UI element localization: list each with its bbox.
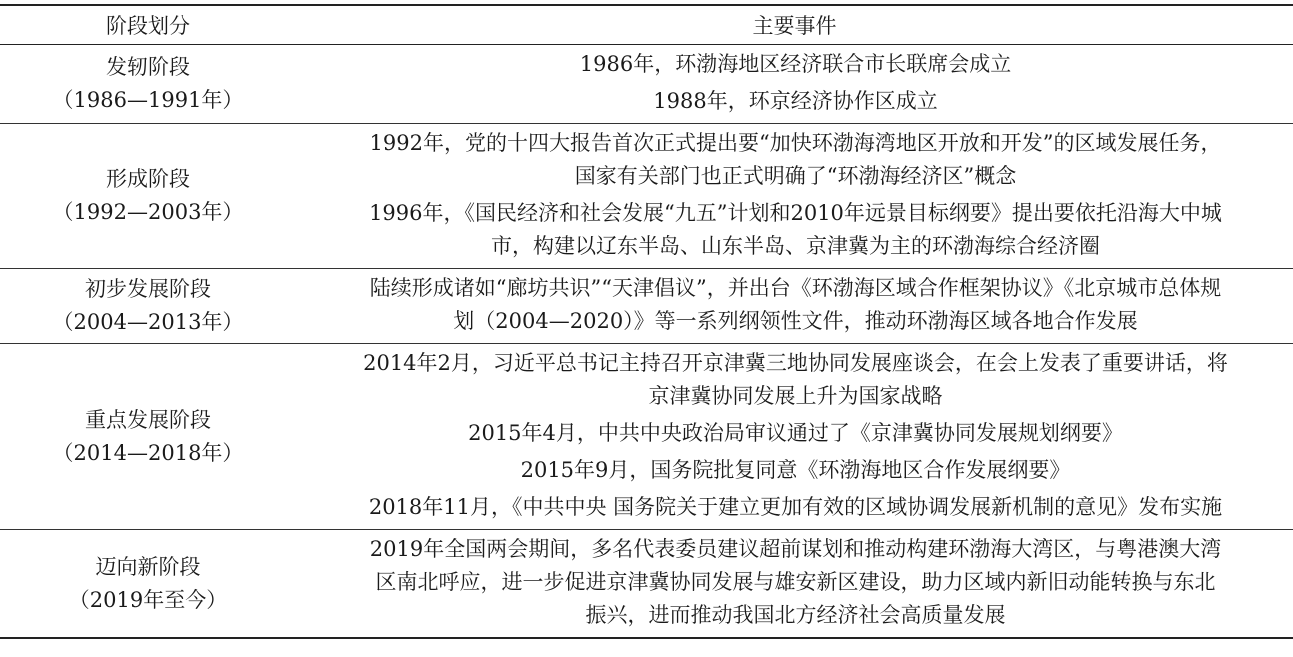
event-item	[312, 454, 1279, 487]
stage-cell	[0, 344, 296, 530]
stage-name: 形成阶段	[106, 167, 190, 191]
table-body	[0, 45, 1293, 639]
event-item	[312, 347, 1279, 413]
event-item	[312, 127, 1279, 193]
table-header	[0, 5, 1293, 45]
event-item	[312, 197, 1279, 263]
stage-name: 初步发展阶段	[85, 277, 211, 301]
event-line: 1992年，党的十四大报告首次正式提出要“加快环渤海湾地区开放和开发”的区域发展任务，	[369, 131, 1222, 155]
event-line: 1996年，《国民经济和社会发展“九五”计划和2010年远景目标纲要》提出要依托沿海大中城	[369, 201, 1222, 225]
event-item	[312, 417, 1279, 450]
event-line: 2015年4月，中共中央政治局审议通过了《京津冀协同发展规划纲要》	[468, 421, 1123, 445]
event-line: 陆续形成诸如“廊坊共识”“天津倡议”，并出台《环渤海区域合作框架协议》《北京城市总体规	[369, 276, 1222, 300]
event-item	[312, 533, 1279, 632]
table-row	[0, 344, 1293, 530]
event-line: 划（2004—2020）》等一系列纲领性文件，推动环渤海区域各地合作发展	[453, 309, 1138, 333]
event-line: 振兴，进而推动我国北方经济社会高质量发展	[585, 603, 1006, 627]
event-line: 1986年，环渤海地区经济联合市长联席会成立	[579, 52, 1012, 76]
event-item	[312, 272, 1279, 338]
event-item	[312, 491, 1279, 524]
events-cell	[296, 344, 1293, 530]
header-events: 主要事件	[752, 14, 837, 38]
stage-cell	[0, 45, 296, 124]
stage-name: 迈向新阶段	[95, 554, 201, 579]
stage-cell	[0, 269, 296, 344]
stage-period: （2019年至今）	[68, 587, 228, 612]
event-line: 2014年2月，习近平总书记主持召开京津冀三地协同发展座谈会，在会上发表了重要讲话，将	[363, 351, 1228, 375]
events-cell	[296, 269, 1293, 344]
stage-cell	[0, 530, 296, 639]
event-line: 2015年9月，国务院批复同意《环渤海地区合作发展纲要》	[520, 458, 1071, 482]
stage-period: （2014—2018年）	[52, 440, 244, 465]
event-line: 市，构建以辽东半岛、山东半岛、京津冀为主的环渤海综合经济圈	[491, 234, 1100, 258]
header-row	[0, 5, 1293, 45]
events-cell	[296, 530, 1293, 639]
stage-name: 重点发展阶段	[85, 407, 211, 432]
event-item	[312, 48, 1279, 81]
table-row	[0, 530, 1293, 639]
stage-period: （2004—2013年）	[52, 310, 244, 334]
event-line: 2019年全国两会期间，多名代表委员建议超前谋划和推动构建环渤海大湾区，与粤港澳大湾	[369, 537, 1222, 561]
stage-period: （1992—2003年）	[52, 200, 244, 224]
events-cell	[296, 45, 1293, 124]
stage-name: 发轫阶段	[106, 55, 190, 79]
stages-table	[0, 4, 1293, 639]
stage-cell	[0, 124, 296, 269]
header-stage: 阶段划分	[106, 14, 190, 38]
stage-period: （1986—1991年）	[52, 88, 244, 112]
event-line: 国家有关部门也正式明确了“环渤海经济区”概念	[574, 164, 1017, 188]
table-row	[0, 45, 1293, 124]
event-item	[312, 85, 1279, 118]
event-line: 2018年11月，《中共中央 国务院关于建立更加有效的区域协调发展新机制的意见》发布实施	[368, 495, 1223, 519]
event-line: 区南北呼应，进一步促进京津冀协同发展与雄安新区建设，助力区域内新旧动能转换与东北	[375, 570, 1216, 594]
event-line: 1988年，环京经济协作区成立	[653, 89, 938, 113]
table-row	[0, 269, 1293, 344]
events-cell	[296, 124, 1293, 269]
table-row	[0, 124, 1293, 269]
event-line: 京津冀协同发展上升为国家战略	[648, 384, 943, 408]
